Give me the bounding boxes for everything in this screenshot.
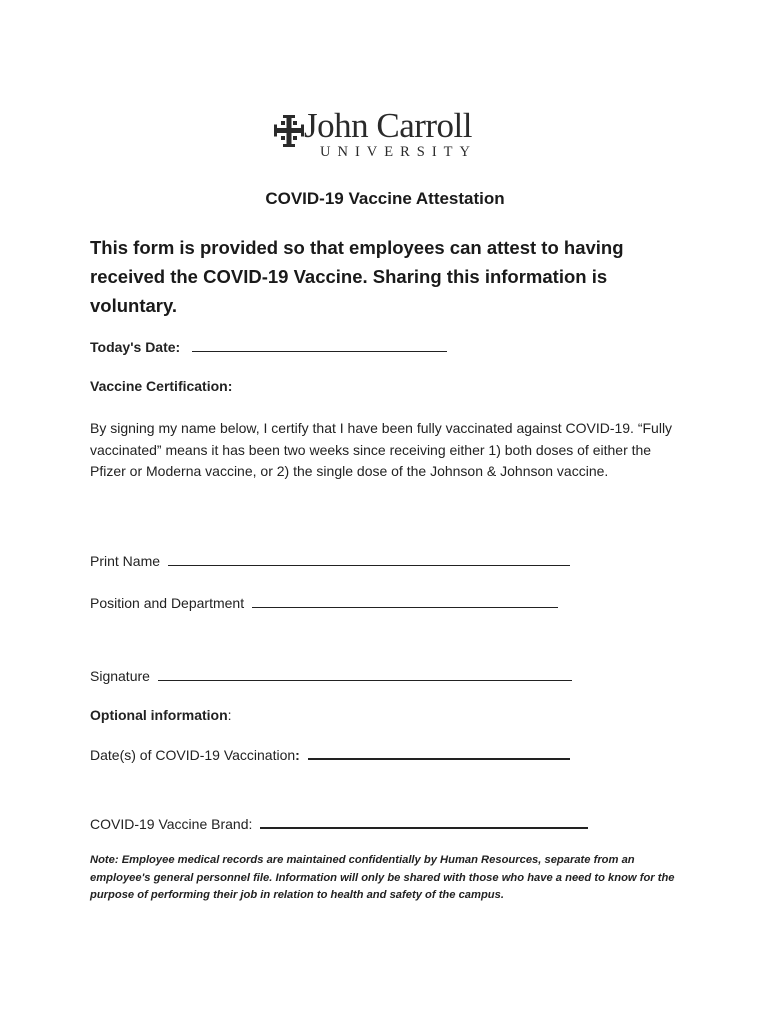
logo-wordmark: John Carroll <box>304 106 473 145</box>
print-name-line[interactable] <box>168 564 570 566</box>
todays-date-field[interactable] <box>90 339 447 355</box>
vaccine-brand-field[interactable] <box>90 816 588 832</box>
position-department-line[interactable] <box>252 606 558 608</box>
vaccination-dates-field[interactable] <box>90 747 570 763</box>
vaccine-brand-label: COVID-19 Vaccine Brand: <box>90 816 253 832</box>
logo-subtitle: UNIVERSITY <box>320 144 477 160</box>
signature-field[interactable] <box>90 668 572 684</box>
vaccination-dates-label: Date(s) of COVID-19 Vaccination <box>90 747 296 763</box>
cross-icon <box>274 115 304 147</box>
intro-text: This form is provided so that employees can attest to having received the COVID-19 Vaccine. Sharing this information is voluntary. <box>90 237 624 316</box>
vaccine-certification-heading: Vaccine Certification: <box>90 378 233 394</box>
vaccination-dates-line[interactable] <box>308 757 570 760</box>
optional-information-label: Optional information <box>90 707 228 723</box>
signature-line[interactable] <box>158 679 572 681</box>
university-logo <box>274 106 498 164</box>
position-department-label: Position and Department <box>90 595 245 611</box>
certification-text: By signing my name below, I certify that I have been fully vaccinated against COVID-19. “Fully vaccinated” means it has been two weeks since receiving either 1) both doses of either the Pfizer or Moderna vaccine, or 2) the single dose of the Johnson & Johnson vaccine. <box>90 420 673 479</box>
optional-information-colon: : <box>227 707 232 723</box>
todays-date-line[interactable] <box>192 350 447 352</box>
vaccine-brand-line[interactable] <box>260 826 588 829</box>
position-department-field[interactable] <box>90 595 558 611</box>
privacy-note: Note: Employee medical records are maintained confidentially by Human Resources, separate from an employee's general personnel file. Information will only be shared with those who have a need to know for the purpose of performing their job in relation to health and safety of the campus. <box>90 854 675 901</box>
optional-information-heading <box>90 707 232 723</box>
signature-label: Signature <box>90 668 150 684</box>
page-title: COVID-19 Vaccine Attestation <box>265 189 505 208</box>
print-name-label: Print Name <box>90 553 161 569</box>
todays-date-label: Today's Date: <box>90 339 181 355</box>
vaccination-dates-colon: : <box>295 747 300 763</box>
print-name-field[interactable] <box>90 553 570 569</box>
